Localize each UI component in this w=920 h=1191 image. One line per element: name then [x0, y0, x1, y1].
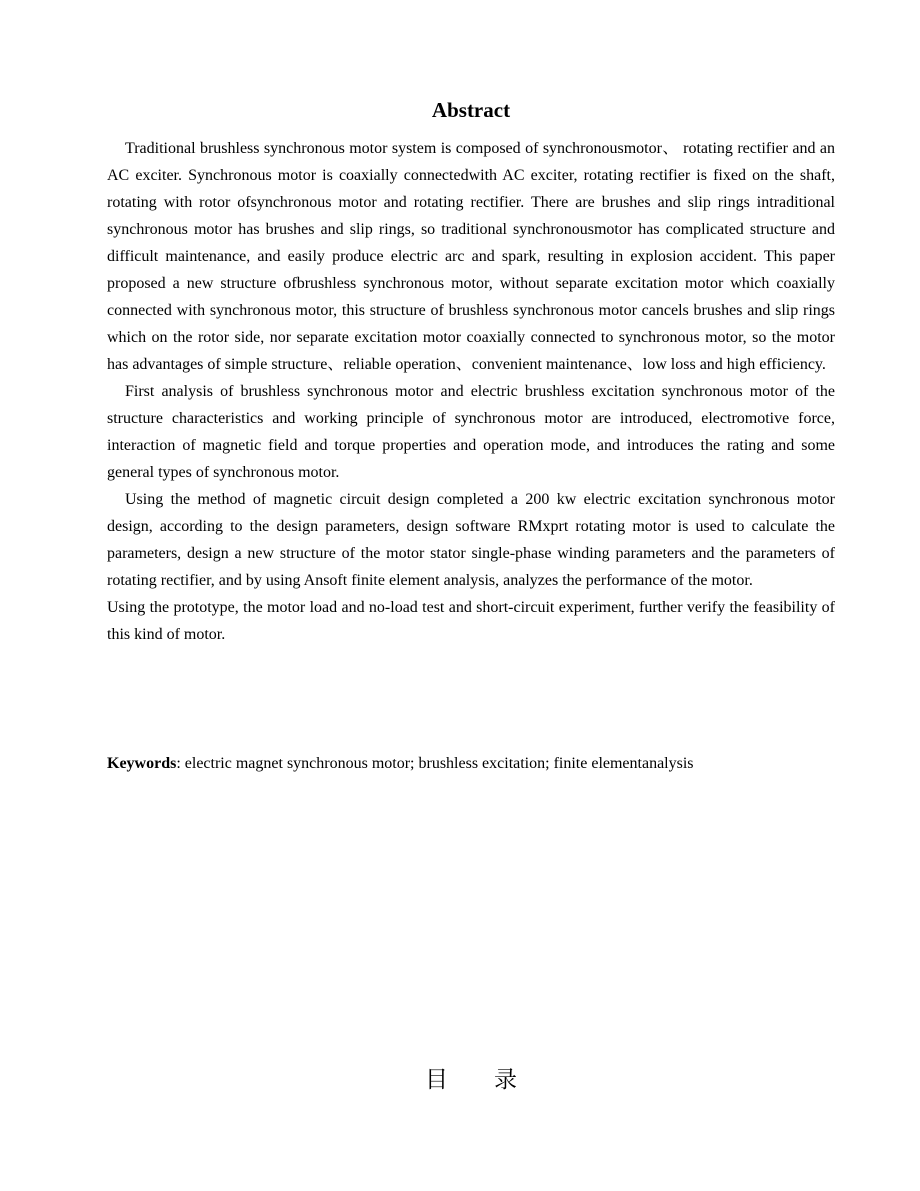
abstract-body — [107, 135, 835, 648]
abstract-title: Abstract — [431, 98, 511, 122]
toc-heading-char-2: 录 — [494, 1067, 517, 1093]
keywords-text: : electric magnet synchronous motor; brushless excitation; finite elementanalysis — [176, 755, 694, 772]
abstract-paragraph-4: Using the prototype, the motor load and no-load test and short-circuit experiment, further verify the feasibility of this kind of motor. — [107, 599, 835, 643]
keywords-label: Keywords — [107, 755, 177, 772]
keywords-line — [107, 750, 835, 777]
abstract-paragraph-3: Using the method of magnetic circuit design completed a 200 kw electric excitation synchronous motor design, according to the design parameters, design software RMxprt rotating motor is used to calculate the parameters, design a new structure of the motor stator single-phase winding parameters and the parameters of rotating rectifier, and by using Ansoft finite element analysis, analyzes the performance of the motor. — [107, 491, 835, 589]
abstract-paragraph-2: First analysis of brushless synchronous motor and electric brushless excitation synchronous motor of the structure characteristics and working principle of synchronous motor are introduced, electromotive force, interaction of magnetic field and torque properties and operation mode, and introduces the rating and some general types of synchronous motor. — [107, 383, 835, 481]
abstract-paragraph-1: Traditional brushless synchronous motor system is composed of synchronousmotor、 rotating rectifier and an AC exciter. Synchronous motor is coaxially connectedwith AC exciter, rotating rectifier is fixed on the shaft, rotating with rotor ofsynchronous motor and rotating rectifier. There are brushes and slip rings intraditional synchronous motor has brushes and slip rings, so traditional synchronousmotor has complicated structure and difficult maintenance, and easily produce electric arc and spark, resulting in explosion accident. This paper proposed a new structure ofbrushless synchronous motor, without separate excitation motor which coaxially connected with synchronous motor, this structure of brushless synchronous motor cancels brushes and slip rings which on the rotor side, nor separate excitation motor coaxially connected to synchronous motor, so the motor has advantages of simple structure、reliable operation、convenient maintenance、low loss and high efficiency. — [107, 140, 835, 373]
toc-heading-char-1: 目 — [425, 1067, 448, 1093]
table-of-contents-heading — [0, 1064, 920, 1096]
